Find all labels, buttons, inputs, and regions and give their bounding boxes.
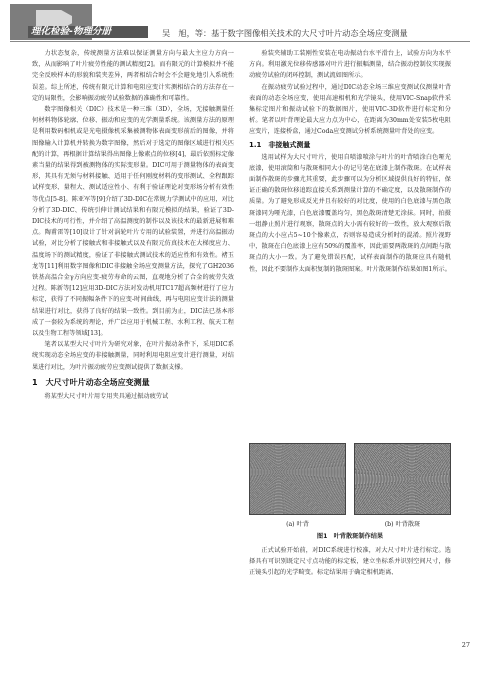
figure-blade-back-photo	[249, 443, 346, 515]
figure-subcaption-b: (b) 叶背散斑	[384, 521, 421, 528]
paragraph: 选用试样为大尺寸叶片，使用自喷漆喷涂与叶片的叶背喷涂白色哑光底漆，使用滚筒和与散斑相同大小的记号笔在底漆上制作散斑。在试样表面制作散斑的步骤尤其重要，此步骤可以为分析区域提供良好的特征，保证正确的散斑位移追踪直接关系到测量计算的不确定度，以及散斑制作的质量。为了避免形成反光并且有较好的对比度，使用的白色底漆与黑色散斑漆同为哑光漆，白色底漆覆盖均匀，黑色散斑清楚无涂抹。同时，拍摄一组静止照片进行观察，散斑点的大小需有较好的一致性，放大观察后散斑点的大小应占5~10个像素点，否则容易造成分析时的混淆。照片视野中，散斑在白色底漆上应有50%的覆盖率，因此需要两散斑的点间距与散斑点的大小一致。为了避免错误匹配，试样表面制作的散斑应具有随机性，因此不要制作太面积复制的散斑图案。叶片散斑制作结果如图1所示。	[249, 153, 451, 273]
paragraph: 笔者以某型大尺寸叶片为研究对象，在叶片振动条件下，采用DIC系统实现动态全场应变的非接触测量，同时利用电阻应变计进行测量，对结果进行对比，为叶片振动疲劳应变测试提供了数据支撑。	[32, 341, 234, 371]
header-divider	[10, 41, 470, 42]
page-number: 27	[461, 641, 470, 649]
paragraph: 将某型大尺寸叶片用专用夹具通过振动疲劳试	[44, 392, 169, 400]
paragraph: 数字图像相关（DIC）技术是一种三维（3D），全场，无接触测量任何材料物体轮廓、位移、振动和应变的光学测量系统。该测量方法的原理是利用数码相机或是光电摄像机采集被测物体表面变形前后的图像，并将图像输入计算机并转换为数字图像，然后对于选定的图像区域进行相关匹配的计算，再根据计算结果得出图像上像素点的位移[4]，最后依照标定像素当量的结果得到被测物体的实际变形量。DIC可用于测量物体的表面变形，其具有无须与材料接触、适用于任何刚度材料的变形测试、全程跟踪试样变形、量程大、测试适应性小、有利于验证理论对变形场分析有效性等优点[5-8]。陈亚军等[9]介绍了3D-DIC在常规力学测试中的应用，对比分析了3D-DIC、传统引伸计测试结果和有限元模拟的结果，验证了3D-DIC技术的可行性，并介绍了高温测度的制作以及该技术的最新进展和难点。陶甫雷等[10]设计了针对涡轮叶片专用的试验装置，并进行高温振动试验，对比分析了接触式和非接触式以及有限元仿真技术在大梯度应力、温度场下的测试精度，验证了非接触式测试技术的适应性和有效性。褚玉龙等[11]利用数字图像和DIC非接触全场应变测量方法，探究了GH2036铁基高温合金γ方向应变-疲劳寿命的云图，直观地分析了合金的疲劳失效过程。陈新等[12]应用3D-DIC方法对发动机用TC17超高频材进行了应力标定，获得了不同振幅条件下的应变-时间曲线，再与电阻应变计法的测量结果进行对比，获得了良好的结果一致性。到目前为止，DIC法已基本形成了一套较为系统的理论，并广泛应用于机械工程、水利工程、航天工程以及生物工程等领域[13]。	[32, 106, 234, 338]
journal-name: 理化检验-物理分册	[28, 26, 148, 38]
figure-subcaption-a: (a) 叶背	[286, 521, 309, 528]
section-heading: 1 大尺寸叶片动态全场应变测量	[32, 377, 150, 387]
figure-caption: 图1 叶背散斑制作结果	[316, 533, 384, 540]
paragraph: 在振动疲劳试验过程中，通过DIC动态全场三维应变测试仪测量叶背表面的动态全场应变，使用高速相机和光学镜头，使用VIC-Snap软件采集标定图片和振动试验下的数据图片，使用VIC-3D软件进行标定和分析。笔者以叶背理论最大应力点为中心，在距离为30mm处安装5枚电阻应变片，连接桥盒，通过Coda应变测试分析系统测量叶背处的应变。	[249, 83, 451, 136]
figure-speckle-pattern-photo	[354, 443, 451, 515]
paragraph: 正式试验开始前，对DIC系统进行校准，对大尺寸叶片进行标定。选择具有可识别既定尺寸点功能的标定板，建立坐标系并识别空间尺寸，修正镜头引起的光学畸变。标定结果用于确定相机距离、	[249, 547, 451, 577]
paragraph: 验装夹辅助工装刚性安装在电动振动台水平滑台上，试验方向为水平方向。利用激光位移传感器对叶片进行振幅测量，结合振动控制仪实现振动疲劳试验的闭环控制，测试流如图所示。	[249, 50, 451, 80]
paragraph: 力状态复杂，传统测量方法难以保证测量方向与最大主应力方向一致，从而影响了叶片疲劳性能的测试精度[2]。而有限元的计算模拟并不能完全反映样本的形貌和装夹差异，两者相结合时会不会避免地引入系统性误差。综上所述，传统有限元计算和电阻应变计实测相结合的方法存在一定的局限性，会影响振动疲劳试验数据的准确性和可靠性。	[32, 50, 234, 102]
page-header	[0, 0, 480, 40]
right-column-continued	[249, 545, 451, 579]
figure-1	[249, 443, 451, 519]
left-column	[32, 48, 234, 402]
running-head: 吴 旭，等：基于数字图像相关技术的大尺寸叶片动态全场应变测量	[162, 28, 408, 38]
subsection-heading: 1.1 非接触式测量	[249, 140, 311, 149]
right-column	[249, 48, 451, 275]
